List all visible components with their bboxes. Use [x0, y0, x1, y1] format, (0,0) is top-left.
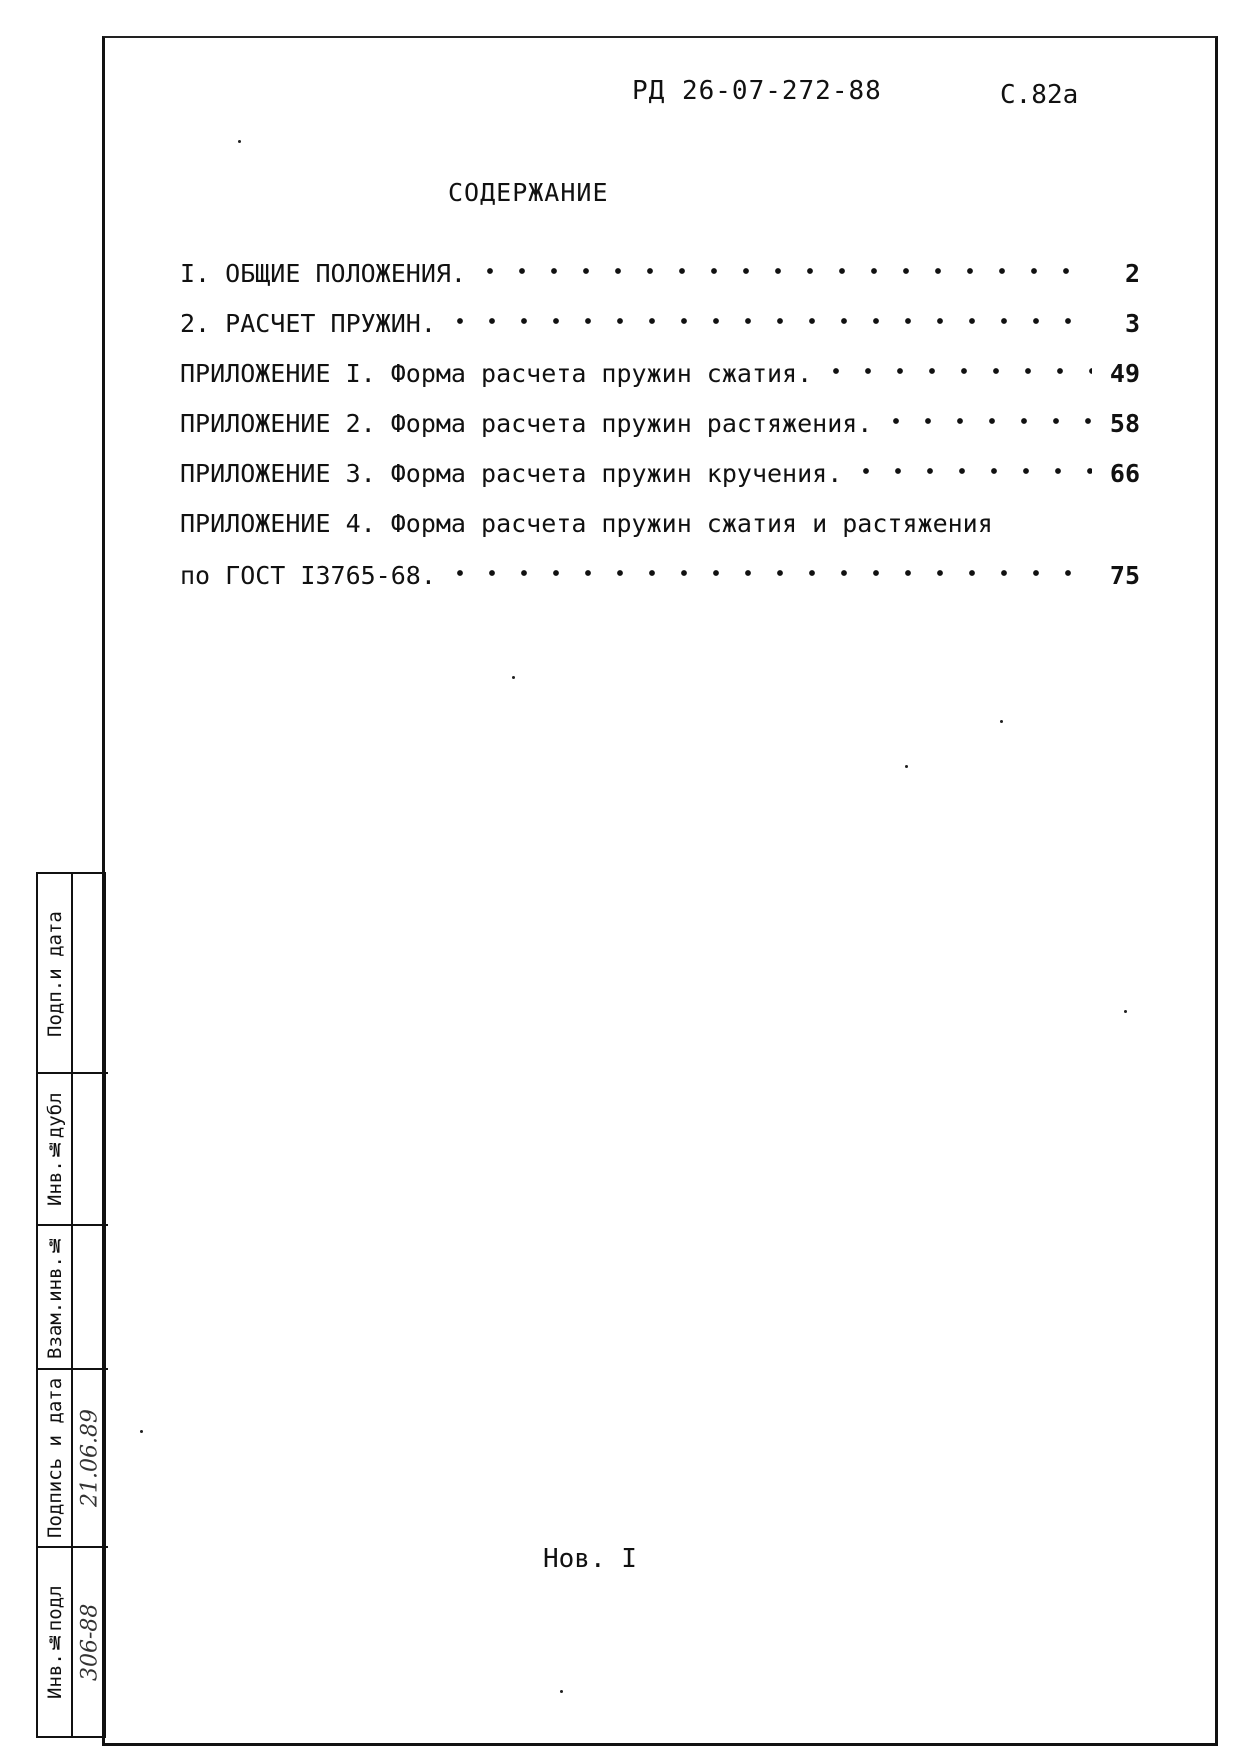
- toc-entry[interactable]: [180, 298, 1140, 348]
- table-of-contents: [180, 248, 1140, 602]
- toc-entry-label: ПРИЛОЖЕНИЕ 4. Форма расчета пружин сжатия и растяжения: [180, 508, 993, 538]
- page-number: С.82а: [1000, 80, 1079, 110]
- page-title: СОДЕРЖАНИЕ: [448, 178, 609, 207]
- scan-speck: [238, 140, 241, 143]
- toc-entry-label: ПРИЛОЖЕНИЕ 3. Форма расчета пружин кручения.: [180, 458, 843, 488]
- toc-leader-dots: [444, 570, 1092, 576]
- toc-entry-page: 66: [1109, 458, 1140, 488]
- scan-speck: [560, 1690, 563, 1693]
- handwritten-date: 21.06.89: [77, 1409, 103, 1507]
- handwritten-inv-number: 306-88: [77, 1603, 103, 1681]
- toc-entry[interactable]: [180, 448, 1140, 498]
- toc-leader-dots: [474, 268, 1092, 274]
- scan-speck: [1000, 720, 1003, 723]
- document-code: РД 26-07-272-88: [632, 76, 882, 106]
- toc-entry[interactable]: [180, 398, 1140, 448]
- toc-entry-label: ПРИЛОЖЕНИЕ I. Форма расчета пружин сжатия.: [180, 358, 813, 388]
- stamp-divider: [71, 874, 73, 1736]
- stamp-label-sign-date: Подпись и дата: [44, 1377, 66, 1539]
- scan-speck: [905, 765, 908, 768]
- revision-note: Нов. I: [543, 1544, 637, 1574]
- toc-entry-page: 58: [1109, 408, 1140, 438]
- toc-entry-label: 2. РАСЧЕТ ПРУЖИН.: [180, 308, 436, 338]
- stamp-label-dup-inv: Инв.№дубл: [44, 1092, 66, 1206]
- toc-entry[interactable]: [180, 498, 1140, 548]
- stamp-label-replace-inv: Взам.инв.№: [44, 1234, 66, 1360]
- toc-leader-dots: [820, 368, 1092, 374]
- scan-speck: [1124, 1010, 1127, 1013]
- toc-entry-label: по ГОСТ I3765-68.: [180, 560, 436, 590]
- toc-entry-label: ПРИЛОЖЕНИЕ 2. Форма расчета пружин растяжения.: [180, 408, 873, 438]
- toc-entry[interactable]: [180, 248, 1140, 298]
- toc-entry-page: 3: [1124, 308, 1140, 338]
- scan-speck: [140, 1430, 143, 1433]
- toc-entry-continuation[interactable]: [180, 548, 1140, 602]
- toc-leader-dots: [444, 318, 1092, 324]
- toc-entry[interactable]: [180, 348, 1140, 398]
- side-stamp: [36, 872, 106, 1738]
- toc-entry-page: 2: [1124, 258, 1140, 288]
- stamp-label-sign-date-2: Подп.и дата: [44, 911, 66, 1037]
- toc-entry-page: 75: [1109, 560, 1140, 590]
- toc-leader-dots: [850, 468, 1092, 474]
- toc-leader-dots: [880, 418, 1092, 424]
- toc-entry-page: 49: [1109, 358, 1140, 388]
- scan-speck: [512, 676, 515, 679]
- toc-entry-label: I. ОБЩИЕ ПОЛОЖЕНИЯ.: [180, 258, 466, 288]
- stamp-label-inv-orig: Инв.№подл: [44, 1585, 66, 1699]
